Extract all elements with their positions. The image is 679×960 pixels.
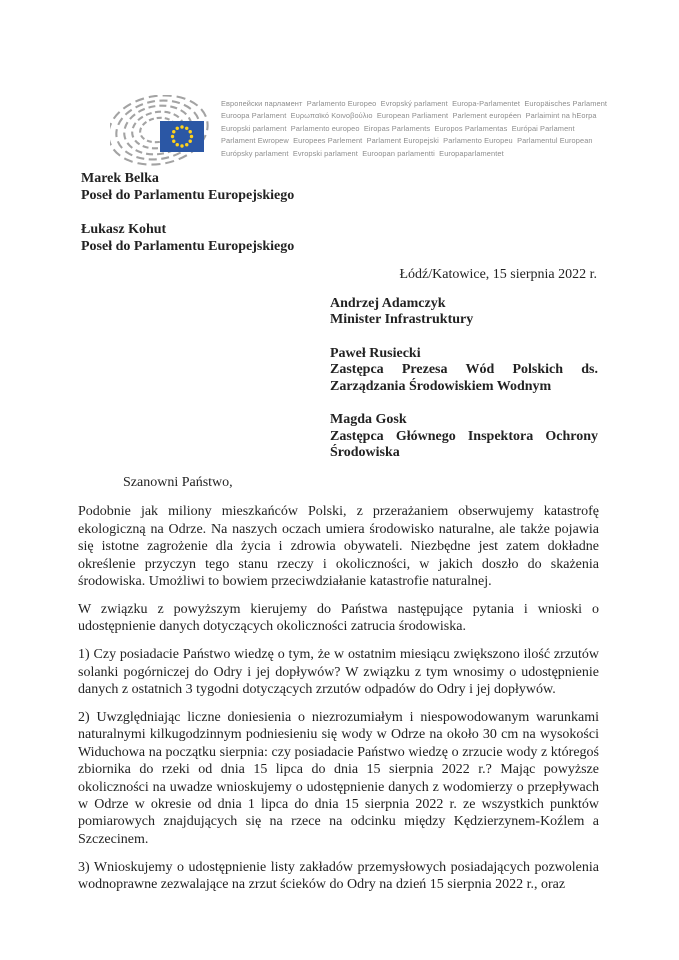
recipient [330,296,598,329]
wordmark-line: Európsky parlament Evropski parlament Euroopan parlamentti Europaparlamentet [221,148,504,158]
european-parliament-logo [110,95,212,167]
recipient-name: Paweł Rusiecki [330,346,421,362]
recipient [330,412,598,461]
ep-multilingual-wordmark [221,95,607,160]
recipient-name: Magda Gosk [330,412,407,428]
recipient-name: Andrzej Adamczyk [330,296,446,311]
recipient-title: Zastępca Głównego Inspektora Ochrony Środowiska [330,428,598,461]
wordmark-line: Parlament Ewropew Europees Parlement Parlament Europejski Parlamento Europeu Parlamentul European [221,136,593,146]
wordmark-line: Euroopa Parlament Ευρωπαϊκό Κοινοβούλιο European Parliament Parlement européen Parlaimint na hEorpa [221,111,597,121]
sender [81,171,381,204]
sender [81,222,381,255]
paragraph-intro: Podobnie jak miliony mieszkańców Polski, z przerażaniem obserwujemy katastrofę ekologiczną na Odrze. Na naszych oczach umiera środowisko naturalne, ale także pojawia się istotne zagrożenie dla życia i zdrowia obywateli. Niezbędne jest zatem dokładne określenie przyczyn tego stanu rzeczy i okoliczności, w jakich doszło do skażenia środowiska. Umożliwi to bowiem przeciwdziałanie katastrofie naturalnej. [78,504,599,590]
wordmark-line: Europski parlament Parlamento europeo Eiropas Parlaments Europos Parlamentas Európai Parlament [221,123,575,133]
recipient-title: Zastępca Prezesa Wód Polskich ds. Zarządzania Środowiskiem Wodnym [330,362,598,394]
recipient-title: Minister Infrastruktury [330,312,474,328]
paragraph-point-3: 3) Wnioskujemy o udostępnienie listy zakładów przemysłowych posiadających pozwolenia wodnoprawne zezwalające na zrzut ścieków do Odry na dzień 15 sierpnia 2022 r., oraz [78,859,599,893]
sender-name: Marek Belka [81,171,159,186]
paragraph-requests-lead: W związku z powyższym kierujemy do Państwa następujące pytania i wnioski o udostępnienie danych dotyczących okoliczności zatrucia środowiska. [78,601,599,635]
recipients-block [330,296,598,479]
senders-block [81,171,381,273]
letterhead [110,95,607,167]
letter-body [78,474,599,904]
wordmark-line: Европейски парламент Parlamento Europeo Evropský parlament Europa-Parlamentet Europäisches Parlament [221,99,608,108]
sender-name: Łukasz Kohut [81,222,167,237]
sender-title: Poseł do Parlamentu Europejskiego [81,187,295,203]
recipient [330,346,598,395]
sender-title: Poseł do Parlamentu Europejskiego [81,238,295,254]
dateline: Łódź/Katowice, 15 sierpnia 2022 r. [399,267,597,282]
paragraph-point-2: 2) Uwzględniając liczne doniesienia o niezrozumiałym i niespowodowanym warunkami naturalnymi kilkugodzinnym podniesieniu się wody w Odrze na około 30 cm na wysokości Widuchowa na początku sierpnia: czy posiadacie Państwo wiedzę o zrzucie wody z któregoś zbiornika do rzeki od dnia 15 lipca do dnia 15 sierpnia 2022 r.? Mając powyższe okoliczności na uwadze wnioskujemy o udostępnienie danych z wodomierzy o przepływach w Odrze w okresie od dnia 1 lipca do dnia 15 sierpnia 2022 r. ze wszystkich punktów pomiarowych znajdujących się na rzece na odcinku między Kędzierzynem-Koźlem a Szczecinem. [78,709,599,847]
salutation: Szanowni Państwo, [123,475,233,490]
paragraph-point-1: 1) Czy posiadacie Państwo wiedzę o tym, że w ostatnim miesiącu zwiększono ilość zrzutów solanki pogórniczej do Odry i jej dopływów? W związku z tym wnosimy o udostępnienie danych z ostatnich 3 tygodni dotyczących zrzutów odpadów do Odry i jej dopływów. [78,647,599,698]
